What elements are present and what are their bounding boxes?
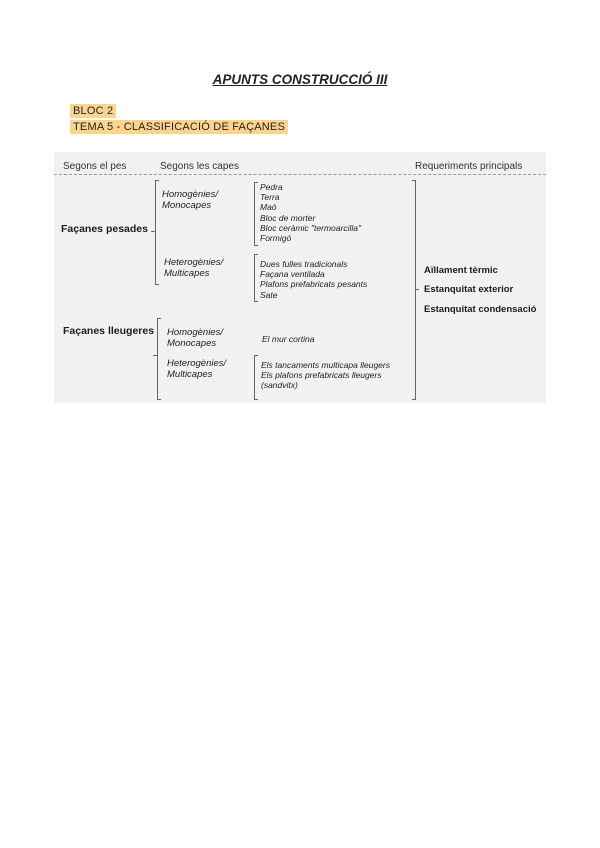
list-item: Dues fulles tradicionals xyxy=(260,259,348,269)
heavy-facades-label: Façanes pesades xyxy=(61,223,148,235)
heavy-homogeneous-list xyxy=(260,182,361,243)
requirements-bracket-tick xyxy=(415,289,419,290)
list-item: Sate xyxy=(260,289,278,300)
bloc-label: BLOC 2 xyxy=(70,104,116,118)
heavy-heterogeneous-bracket xyxy=(254,254,258,302)
heavy-homogeneous-bracket xyxy=(254,182,258,246)
header-divider xyxy=(54,174,546,175)
classification-panel xyxy=(54,152,546,403)
light-heterogeneous-bracket xyxy=(254,355,258,400)
list-item: Bloc de morter xyxy=(260,212,316,223)
header-requirements: Requeriments principals xyxy=(415,161,523,172)
heavy-bracket-tick xyxy=(151,231,155,232)
list-item: Terra xyxy=(260,192,280,203)
heavy-heterogeneous-list xyxy=(260,259,367,300)
list-item: Els tancaments multicapa lleugers xyxy=(261,360,390,370)
light-homogeneous-list xyxy=(262,334,314,344)
requirement-item: Aïllament tèrmic xyxy=(424,265,498,276)
list-item: Formigó xyxy=(260,233,292,244)
light-layers-bracket xyxy=(157,318,161,400)
requirement-item: Estanquitat exterior xyxy=(424,284,514,295)
list-item: El mur cortina xyxy=(262,334,315,344)
light-heterogeneous-list xyxy=(261,360,390,391)
light-heterogeneous-label: Heterogènies/ Multicapes xyxy=(167,358,227,380)
list-item: Maó xyxy=(260,202,277,213)
heavy-layers-bracket xyxy=(155,180,159,285)
light-bracket-tick xyxy=(153,355,157,356)
requirements-bracket xyxy=(412,180,416,400)
list-item: (sandvitx) xyxy=(261,380,298,391)
requirement-item: Estanquitat condensació xyxy=(424,304,537,315)
heavy-heterogeneous-label: Heterogènies/ Multicapes xyxy=(164,257,224,279)
light-facades-label: Façanes lleugeres xyxy=(63,325,155,337)
list-item: Pedra xyxy=(260,182,283,192)
document-title: APUNTS CONSTRUCCIÓ III xyxy=(212,72,388,87)
tema-label: TEMA 5 - CLASSIFICACIÓ DE FAÇANES xyxy=(70,120,288,134)
list-item: Plafons prefabricats pesants xyxy=(260,279,368,290)
header-layers: Segons les capes xyxy=(160,161,239,172)
list-item: Bloc ceràmic "termoarcilla" xyxy=(260,222,361,233)
light-homogeneous-label: Homogènies/ Monocapes xyxy=(167,327,223,349)
heavy-homogeneous-label: Homogènies/ Monocapes xyxy=(162,189,218,211)
list-item: Façana ventilada xyxy=(260,269,325,280)
header-weight: Segons el pes xyxy=(63,161,127,172)
list-item: Els plafons prefabricats lleugers xyxy=(261,370,382,381)
